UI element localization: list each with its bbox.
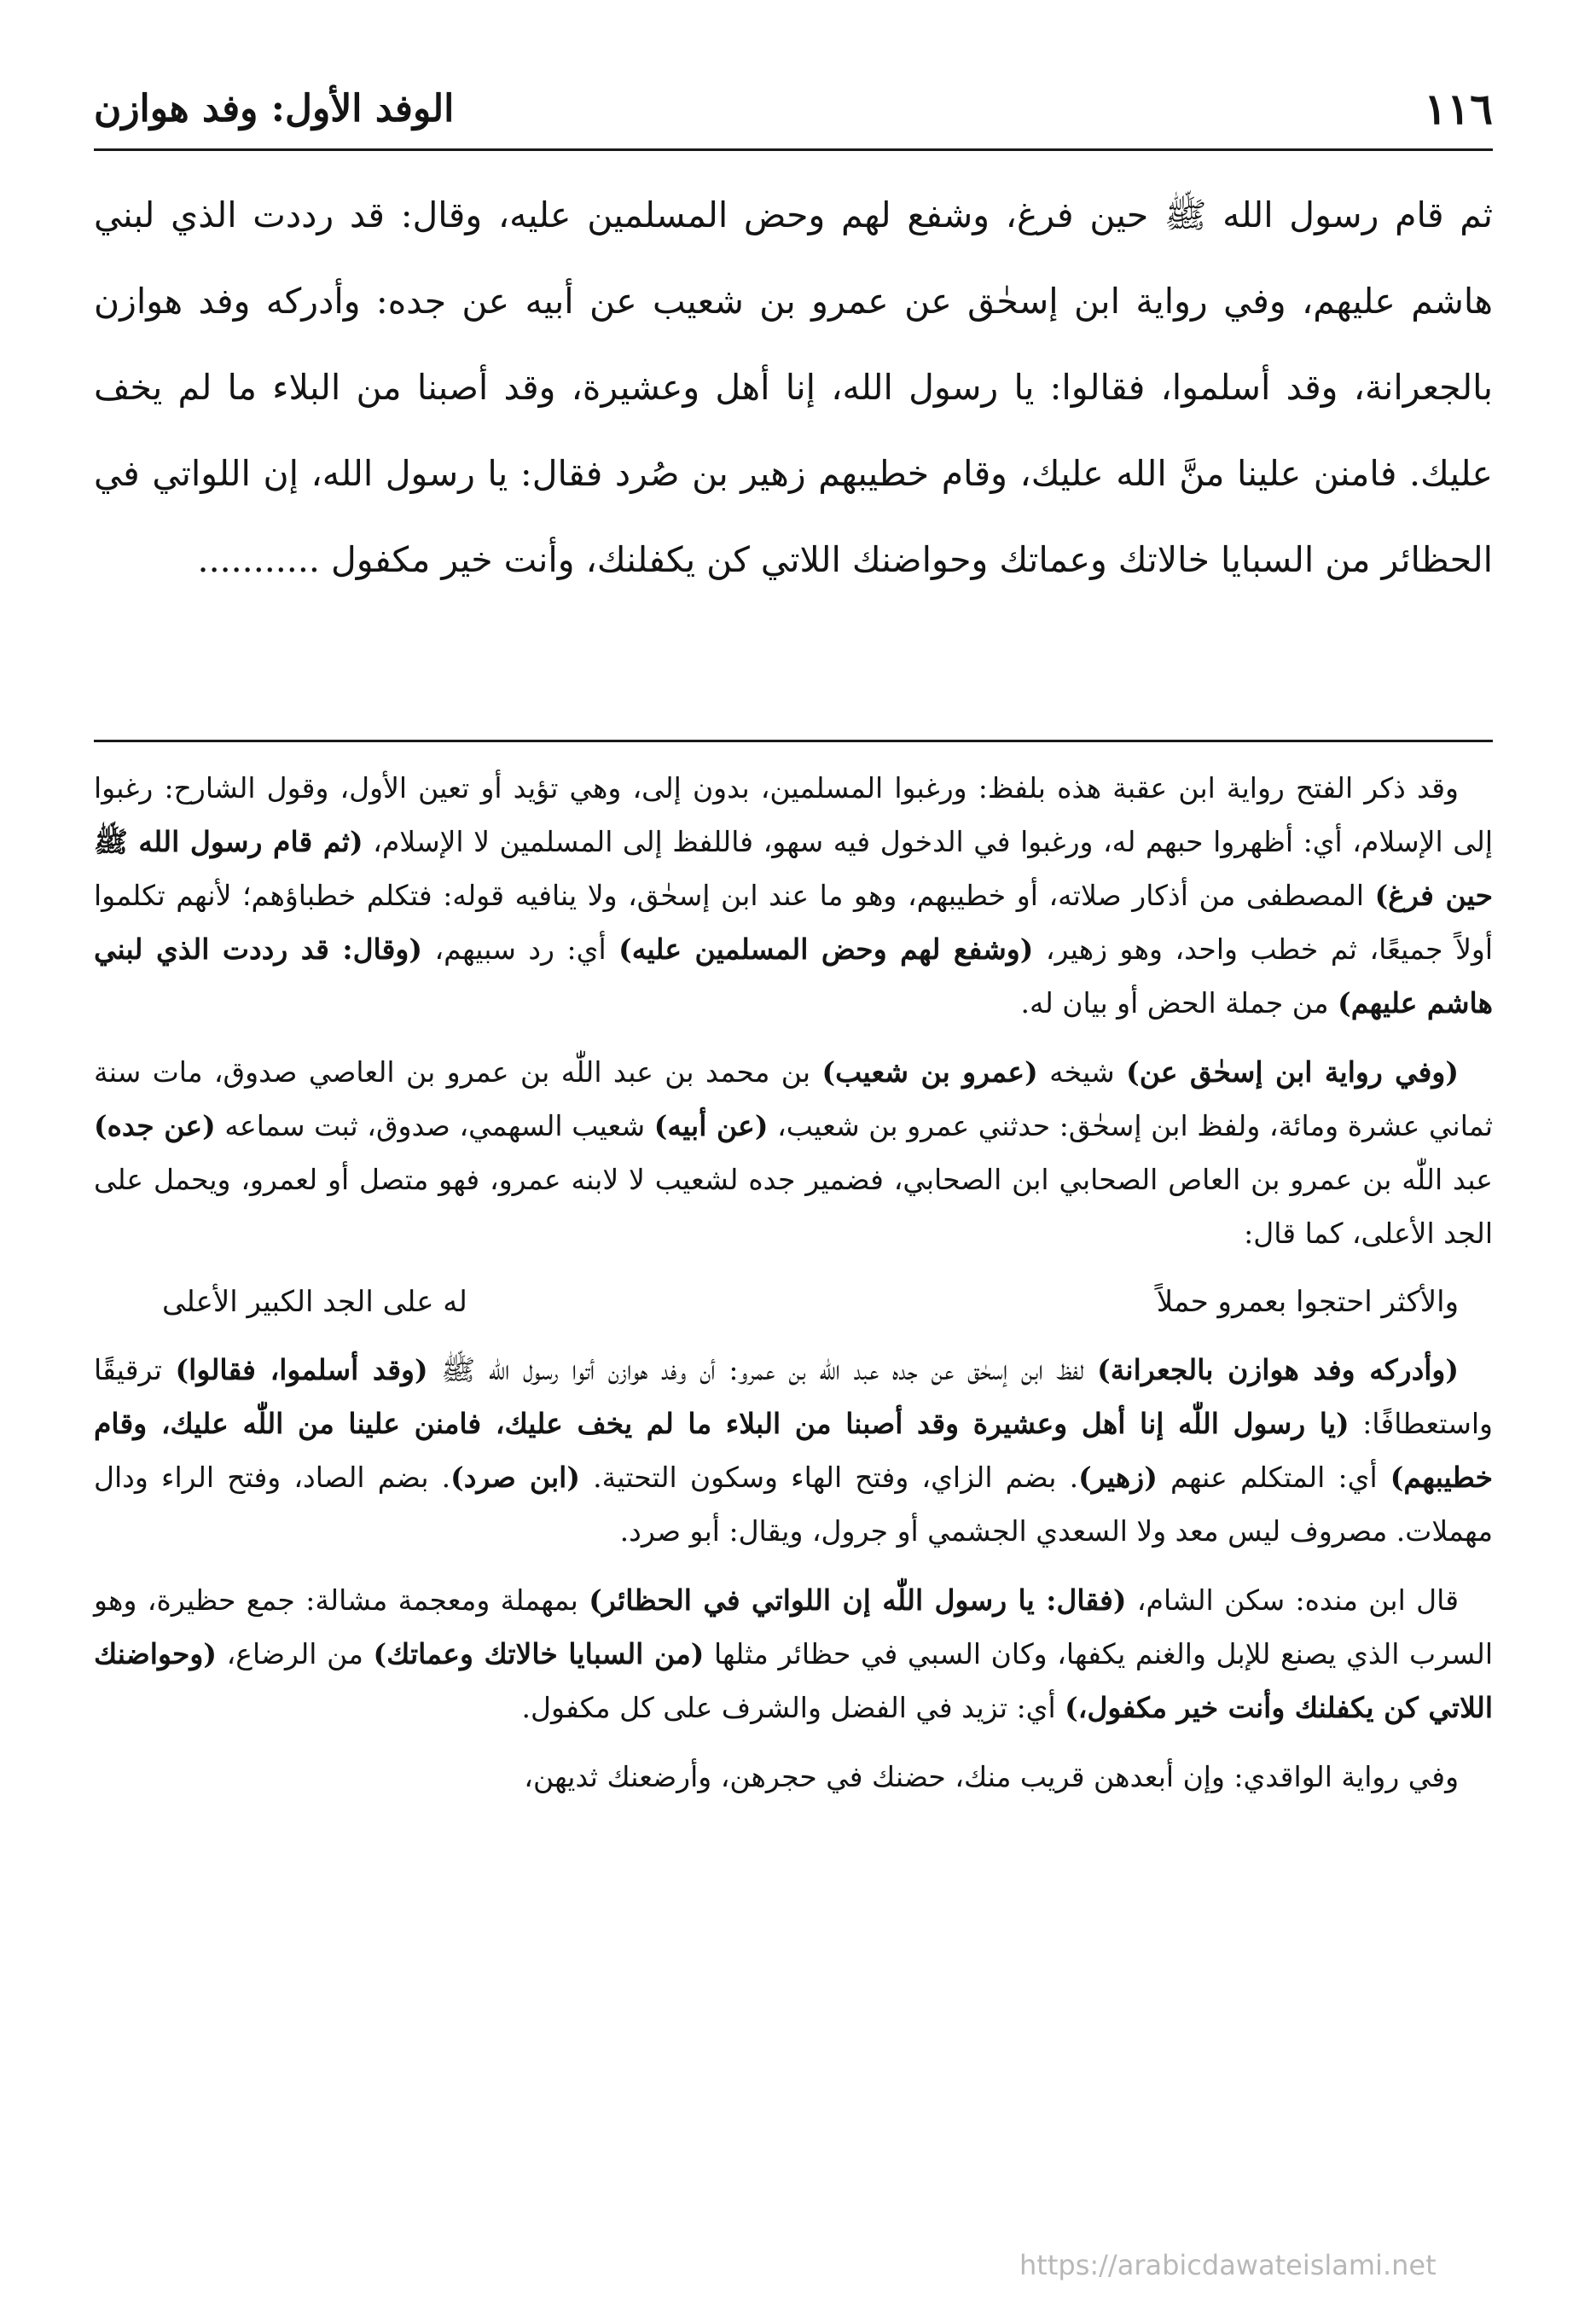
- verse-second-hemistich: له على الجد الكبير الأعلى: [162, 1285, 467, 1319]
- quoted-span: (زهير): [1078, 1461, 1158, 1494]
- book-page: [94, 78, 1493, 2297]
- watermark-url: https://arabicdawateislami.net: [1019, 2249, 1437, 2281]
- quoted-span: (عمرو بن شعيب): [821, 1055, 1038, 1089]
- text-span: ترقيقًا واستعطافًا:: [94, 1353, 1493, 1440]
- quoted-span: (وقد أسلموا، فقالوا): [175, 1353, 428, 1386]
- text-span: من الرضاع،: [216, 1637, 374, 1670]
- main-text-ellipsis: ...........: [197, 539, 320, 580]
- text-span: . بضم الصاد، وفتح الراء ودال مهملات. مصروف ليس معد ولا السعدي الجشمي أو جرول، ويقال: أبو صرد.: [94, 1461, 1493, 1548]
- page-header: [94, 78, 1493, 138]
- text-span: وفي رواية الواقدي: وإن أبعدهن قريب منك، حضنك في حجرهن، وأرضعنك ثديهن،: [524, 1760, 1459, 1793]
- verse-first-hemistich: والأكثر احتجوا بعمرو حملاً: [1156, 1285, 1459, 1319]
- text-span: شيخه: [1037, 1055, 1127, 1089]
- text-span: . بضم الزاي، وفتح الهاء وسكون التحتية.: [579, 1461, 1079, 1494]
- main-text: [94, 172, 1493, 718]
- quoted-span: (عن أبيه): [653, 1109, 769, 1142]
- text-span: وقد ذكر الفتح رواية ابن عقبة هذه بلفظ: ورغبوا المسلمين، بدون إلى، وهي تؤيد أو تعين الأول، وقول الشارح: رغبوا إلى الإسلام، أي: أظهروا حبهم له، ورغبوا في الدخول فيه سهو، فاللفظ إلى المسلمين لا الإسلام،: [94, 771, 1493, 858]
- text-span: أي: تزيد في الفضل والشرف على كل مكفول.: [521, 1691, 1065, 1724]
- poetry-verse: [94, 1275, 1493, 1329]
- quoted-span: (من السبايا خالاتك وعماتك): [373, 1637, 705, 1670]
- quoted-span: (وأدركه وفد هوازن بالجعرانة): [1097, 1353, 1459, 1386]
- text-span: أي: المتكلم عنهم: [1157, 1461, 1390, 1494]
- text-span: بن محمد بن عبد اللّٰه بن عمرو بن العاصي صدوق، مات سنة ثماني عشرة ومائة، ولفظ ابن إسحٰق: حدثني عمرو بن شعيب،: [94, 1055, 1494, 1142]
- commentary-paragraph-1: [94, 761, 1493, 1030]
- text-span: من جملة الحض أو بيان له.: [1020, 986, 1338, 1020]
- text-span: شعيب السهمي، صدوق، ثبت سماعه: [215, 1109, 654, 1142]
- commentary-paragraph-5: [94, 1750, 1493, 1804]
- main-text-body: ثم قام رسول الله ﷺ حين فرغ، وشفع لهم وحض المسلمين عليه، وقال: قد رددت الذي لبني هاشم عليهم، وفي رواية ابن إسحٰق عن عمرو بن شعيب عن أبيه عن جده: وأدركه وفد هوازن بالجعرانة، وقد أسلموا، فقالوا: يا رسول الله، إنا أهل وعشيرة، وقد أصبنا من البلاء ما لم يخف عليك. فامنن علينا منَّ الله عليك، وقام خطيبهم زهير بن صُرد فقال: يا رسول الله، إن اللواتي في الحظائر من السبايا خالاتك وعماتك وحواضنك اللاتي كن يكفلنك، وأنت خير مكفول: [94, 195, 1493, 580]
- text-span: قال ابن منده: سكن الشام،: [1126, 1583, 1459, 1617]
- commentary: [94, 761, 1493, 2297]
- text-span: المصطفى من أذكار صلاته، أو خطيبهم، وهو ما عند ابن إسحٰق، ولا ينافيه قوله: فتكلم خطباؤهم؛ لأنهم تكلموا أولاً جميعًا، ثم خطب واحد، وهو زهير،: [94, 879, 1493, 966]
- commentary-paragraph-3: [94, 1343, 1493, 1558]
- quoted-span: (يا رسول اللّٰه إنا أهل وعشيرة وقد أصبنا من البلاء ما لم يخف عليك، فامنن علينا من اللّٰه عليك، وقام خطيبهم): [94, 1407, 1493, 1494]
- footnote-divider: [94, 740, 1493, 742]
- text-span: أي: رد سبيهم،: [421, 933, 619, 966]
- commentary-paragraph-4: [94, 1573, 1493, 1734]
- quoted-span: (ثم قام رسول الله ﷺ حين فرغ): [94, 825, 1493, 912]
- quoted-span: (فقال: يا رسول اللّٰه إن اللواتي في الحظائر): [589, 1583, 1127, 1617]
- quoted-span: (وشفع لهم وحض المسلمين عليه): [618, 933, 1034, 966]
- quoted-span: (عن جده): [94, 1109, 216, 1142]
- header-rule: [94, 148, 1493, 151]
- running-title: الوفد الأول: وفد هوازن: [94, 86, 455, 131]
- quoted-span: (ابن صرد): [450, 1461, 580, 1494]
- text-span: بمهملة ومعجمة مشالة: جمع حظيرة، وهو السرب الذي يصنع للإبل والغنم يكفها، وكان السبي في حظائر مثلها: [94, 1583, 1493, 1670]
- quoted-span: (وحواضنك اللاتي كن يكفلنك وأنت خير مكفول،): [94, 1637, 1493, 1724]
- text-span: لفظ ابن إسحٰق عن جده عبد اللّٰه بن عمرو: أن وفد هوازن أتوا رسول اللّٰه ﷺ: [427, 1353, 1098, 1386]
- quoted-span: (وفي رواية ابن إسحٰق عن): [1126, 1055, 1459, 1089]
- quoted-span: (وقال: قد رددت الذي لبني هاشم عليهم): [94, 933, 1493, 1020]
- text-span: عبد اللّٰه بن عمرو بن العاص الصحابي ابن الصحابي، فضمير جده لشعيب لا لابنه عمرو، فهو متصل أو لعمرو، ويحمل على الجد الأعلى، كما قال:: [94, 1163, 1493, 1250]
- page-number: ١١٦: [1424, 83, 1493, 134]
- commentary-paragraph-2: [94, 1045, 1493, 1260]
